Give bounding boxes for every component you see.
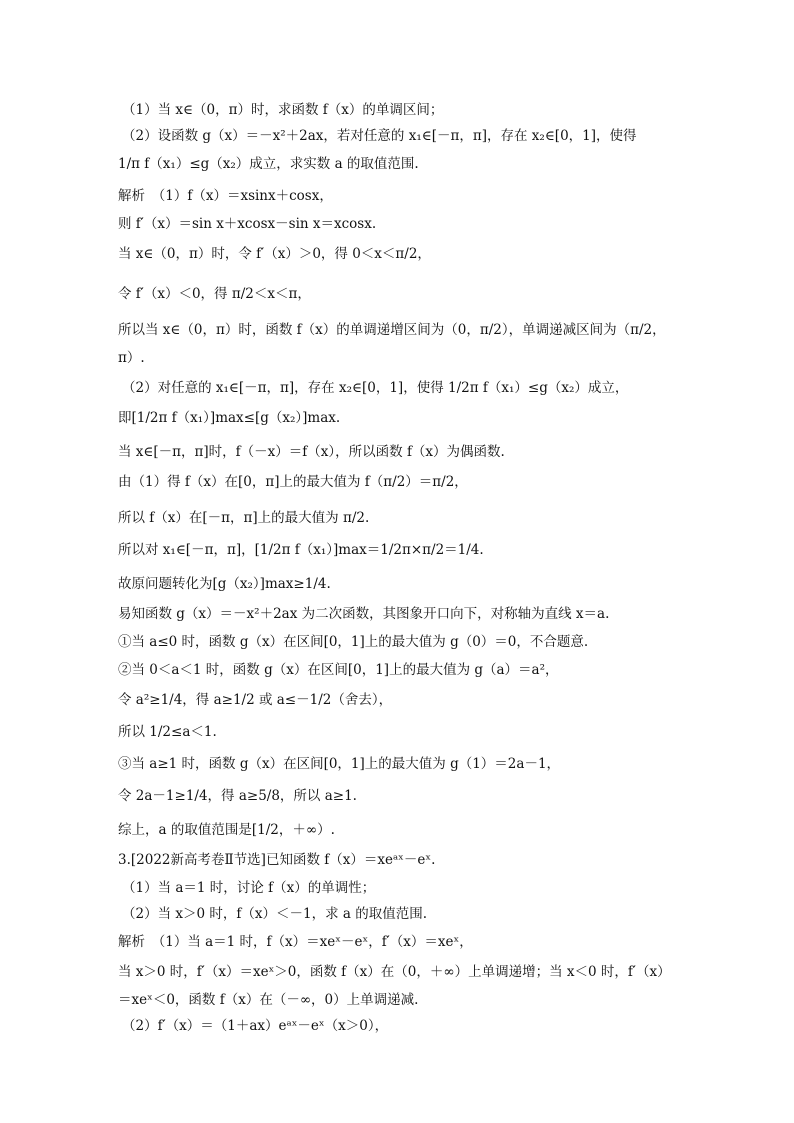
text-line: 所以对 x₁∈[－π，π]，[1/2π f（x₁）]max＝1/2π×π/2＝1/4. bbox=[118, 542, 484, 558]
text-line: （2）当 x＞0 时，f（x）＜－1，求 a 的取值范围. bbox=[122, 906, 427, 922]
text-line: 当 x∈（0，π）时，令 f′（x）＞0，得 0＜x＜π/2， bbox=[118, 246, 431, 262]
text-line: （2）f′（x）＝（1＋ax）eᵃˣ－eˣ（x＞0）， bbox=[122, 1018, 389, 1034]
text-line: 3.[2022新高考卷Ⅱ节选]已知函数 f（x）＝xeᵃˣ－eˣ. bbox=[118, 852, 436, 868]
text-line: 由（1）得 f（x）在[0，π]上的最大值为 f（π/2）＝π/2， bbox=[118, 474, 468, 490]
text-line: 解析 （1）当 a＝1 时，f（x）＝xeˣ－eˣ，f′（x）＝xeˣ， bbox=[118, 934, 473, 950]
text-line: （1）当 a＝1 时，讨论 f（x）的单调性； bbox=[122, 880, 376, 896]
text-line: 当 x＞0 时，f′（x）＝xeˣ＞0，函数 f（x）在（0，＋∞）上单调递增；当 x＜0 时，f′（x） bbox=[118, 964, 671, 980]
text-line: （2）设函数 g（x）＝－x²＋2ax，若对任意的 x₁∈[－π，π]，存在 x₂∈[0，1]，使得 bbox=[122, 128, 637, 144]
text-line: 令 a²≥1/4，得 a≥1/2 或 a≤－1/2（舍去）， bbox=[118, 692, 393, 708]
text-line: 所以 1/2≤a＜1. bbox=[118, 724, 217, 740]
text-line: （2）对任意的 x₁∈[－π，π]，存在 x₂∈[0，1]，使得 1/2π f（x₁）≤g（x₂）成立， bbox=[122, 380, 629, 396]
text-line: 综上，a 的取值范围是[1/2，＋∞）. bbox=[118, 822, 335, 838]
text-line: 令 2a－1≥1/4，得 a≥5/8，所以 a≥1. bbox=[118, 788, 357, 804]
text-line: 易知函数 g（x）＝－x²＋2ax 为二次函数，其图象开口向下，对称轴为直线 x＝a. bbox=[118, 606, 610, 622]
text-line: 即[1/2π f（x₁）]max≤[g（x₂）]max. bbox=[118, 410, 341, 426]
text-line: 解析 （1）f（x）＝xsinx＋cosx， bbox=[118, 188, 333, 204]
text-line: （1）当 x∈（0，π）时，求函数 f（x）的单调区间； bbox=[122, 102, 444, 118]
text-line: π）. bbox=[118, 350, 145, 366]
text-line: ②当 0＜a＜1 时，函数 g（x）在区间[0，1]上的最大值为 g（a）＝a²， bbox=[118, 662, 559, 678]
text-line: 故原问题转化为[g（x₂）]max≥1/4. bbox=[118, 576, 331, 592]
text-line: 则 f′（x）＝sin x＋xcosx－sin x＝xcosx. bbox=[118, 216, 377, 232]
text-line: 所以 f（x）在[－π，π]上的最大值为 π/2. bbox=[118, 510, 370, 526]
text-line: 所以当 x∈（0，π）时，函数 f（x）的单调递增区间为（0，π/2），单调递减区间为（π/2， bbox=[118, 322, 666, 338]
text-line: 令 f′（x）＜0，得 π/2＜x＜π， bbox=[118, 286, 311, 302]
text-line: ③当 a≥1 时，函数 g（x）在区间[0，1]上的最大值为 g（1）＝2a－1， bbox=[118, 756, 561, 772]
text-line: 当 x∈[－π，π]时，f（－x）＝f（x），所以函数 f（x）为偶函数. bbox=[118, 444, 505, 460]
text-line: ①当 a≤0 时，函数 g（x）在区间[0，1]上的最大值为 g（0）＝0，不合题意. bbox=[118, 634, 589, 650]
text-line: 1/π f（x₁）≤g（x₂）成立，求实数 a 的取值范围. bbox=[118, 156, 419, 172]
text-line: ＝xeˣ＜0，函数 f（x）在（－∞，0）上单调递减. bbox=[118, 992, 419, 1008]
